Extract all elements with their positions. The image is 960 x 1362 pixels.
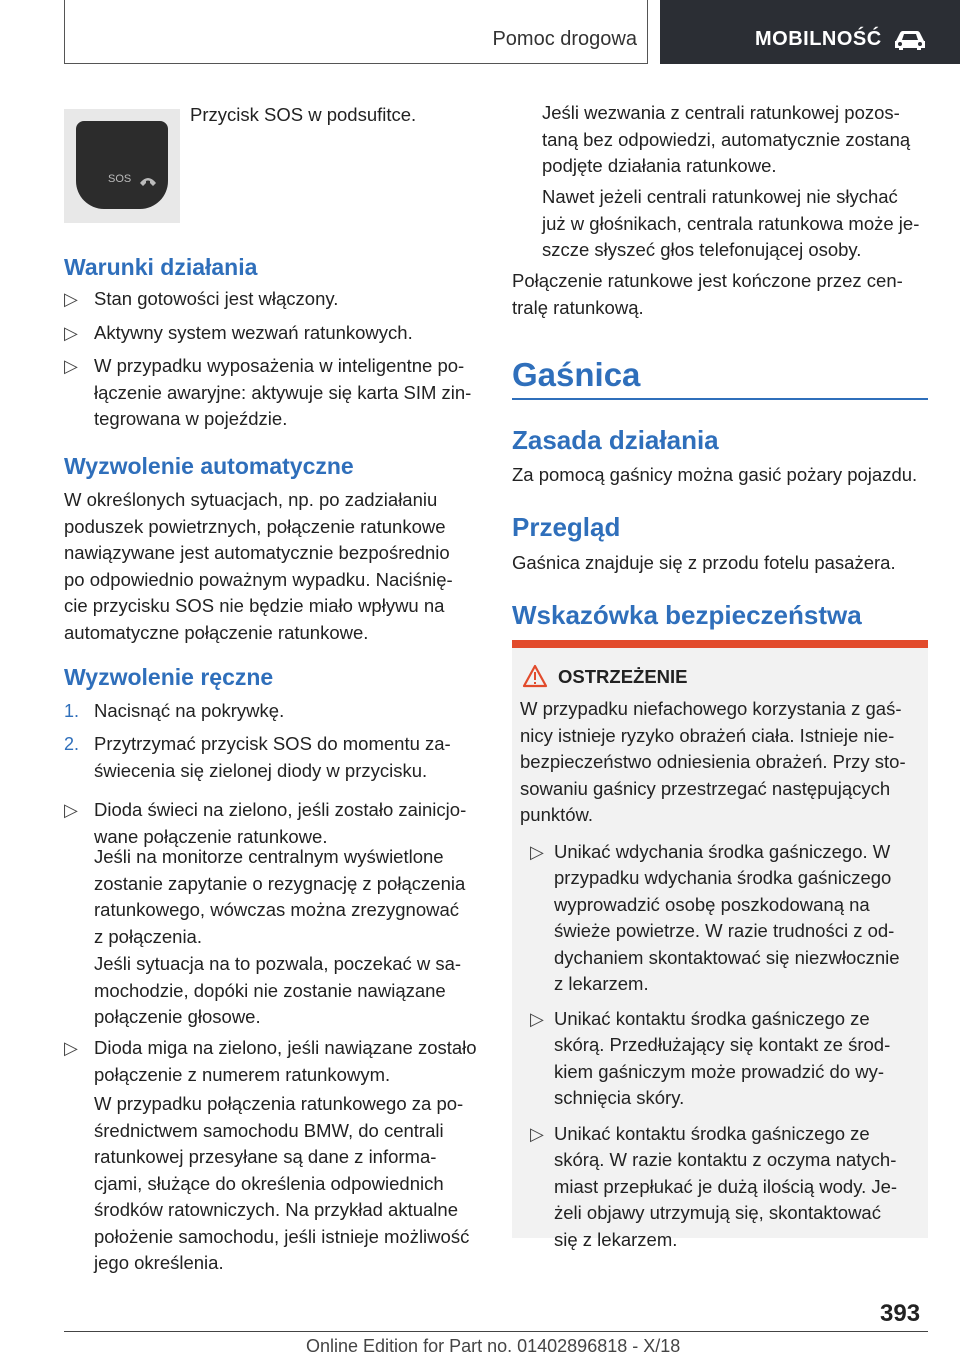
list-item — [64, 797, 480, 850]
sub-paragraph: Jeśli na monitorze centralnym wyświetlone zostanie zapytanie o rezygnację z połączenia ratunkowego, wówczas można zrezygnować z połączenia. — [94, 846, 466, 947]
header-section-box — [64, 0, 648, 64]
overview-text: Gaśnica znajduje się z przodu fotelu pasażera. — [512, 552, 896, 573]
chapter-tab[interactable] — [660, 0, 960, 64]
list-item-text: Dioda świeci na zielono, jeśli zostało zainicjo- wane połączenie ratunkowe. — [94, 799, 467, 847]
page-number: 393 — [880, 1300, 921, 1327]
sos-button-image — [64, 109, 180, 223]
warning-triangle-icon — [522, 664, 548, 688]
warning-accent-bar — [512, 640, 928, 648]
sos-button — [76, 121, 168, 209]
warning-box — [512, 640, 928, 1250]
bullet-icon: ▷ — [530, 1123, 544, 1144]
phone-icon — [138, 173, 158, 189]
footer-rule — [64, 1331, 928, 1332]
step-text: Nacisnąć na pokrywkę. — [94, 700, 285, 721]
bullet-icon: ▷ — [530, 1008, 544, 1029]
heading-auto: Wyzwolenie automatyczne — [64, 453, 354, 479]
heading-rule — [512, 398, 928, 400]
bullet-icon: ▷ — [64, 289, 78, 309]
warning-title: OSTRZEŻENIE — [558, 666, 688, 687]
chapter-title: MOBILNOŚĆ — [755, 28, 882, 50]
bullet-icon: ▷ — [64, 356, 78, 376]
warning-item-text: Unikać kontaktu środka gaśniczego ze skórą. W razie kontaktu z oczyma natych- miast przepłukać je dużą ilością wody. Je- żeli objawy utrzymują się, skontaktować się z lekarzem. — [554, 1122, 898, 1250]
bullet-icon: ▷ — [530, 841, 544, 862]
sub-paragraph: Jeśli sytuacja na to pozwala, poczekać w sa- mochodzie, dopóki nie zostanie nawiązane połączenie głosowe. — [94, 953, 462, 1027]
list-item-text: Stan gotowości jest włączony. — [94, 288, 339, 309]
list-item-text: Dioda miga na zielono, jeśli nawiązane zostało połączenie z numerem ratunkowym. — [94, 1037, 477, 1085]
heading-principle: Zasada działania — [512, 425, 719, 455]
list-item-text: W przypadku wyposażenia w inteligentne po- łączenie awaryjne: aktywuje się karta SIM zin- tegrowana w pojeździe. — [94, 355, 472, 429]
heading-extinguisher: Gaśnica — [512, 356, 641, 393]
sos-label: SOS — [108, 173, 132, 185]
warning-list-item — [520, 1006, 916, 1116]
warning-body — [520, 696, 916, 1250]
heading-safety: Wskazówka bezpieczeństwa — [512, 600, 862, 630]
list-item — [64, 353, 480, 433]
list-item — [64, 286, 480, 313]
warning-item-text: Unikać wdychania środka gaśniczego. W przypadku wdychania środka gaśniczego wyprowadzić osobę poszkodowaną na świeże powietrze. W razie trudności z od- dychaniem skontaktować się niezwłocznie z lekarzem. — [554, 840, 900, 994]
car-icon — [892, 29, 928, 51]
sub-paragraph: W przypadku połączenia ratunkowego za po- średnictwem samochodu BMW, do centrali ratunkowej przesyłane są dane z informa- cjami, służące do określenia odpowiednich środków ratowniczych. Na przykład aktualne położenie samochodu, jeśli istnieje możliwość jego określenia. — [94, 1093, 470, 1273]
end-call-text: Połączenie ratunkowe jest kończone przez cen- tralę ratunkową. — [512, 270, 903, 318]
warning-list-item — [520, 1121, 916, 1250]
heading-overview: Przegląd — [512, 512, 621, 542]
step-number: 1. — [64, 701, 80, 721]
image-caption: Przycisk SOS w podsufitce. — [190, 104, 417, 125]
list-item — [64, 320, 480, 347]
footer-edition: Online Edition for Part no. 01402896818 - X/18 — [306, 1336, 681, 1356]
list-item-text: Aktywny system wezwań ratunkowych. — [94, 322, 413, 343]
heading-manual: Wyzwolenie ręczne — [64, 664, 274, 690]
continuation-paragraph: Nawet jeżeli centrali ratunkowej nie słychać już w głośnikach, centrala ratunkowa może je- szcze słyszeć głos telefonującej osoby. — [542, 186, 920, 260]
step-item — [64, 698, 480, 725]
bullet-icon: ▷ — [64, 323, 78, 343]
section-title: Pomoc drogowa — [492, 28, 637, 50]
continuation-paragraph: Jeśli wezwania z centrali ratunkowej pozos- taną bez odpowiedzi, automatycznie zostaną podjęte działania ratunkowe. — [542, 102, 911, 176]
heading-conditions: Warunki działania — [64, 254, 258, 280]
bullet-icon: ▷ — [64, 800, 78, 820]
auto-text: W określonych sytuacjach, np. po zadziałaniu poduszek powietrznych, połączenie ratunkowe nawiązywane jest automatycznie bezpośrednio po odpowiednio poważnym wypadku. Naciśnię- cie przycisku SOS nie będzie miało wpływu na automatyczne połączenie ratunkowe. — [64, 489, 453, 643]
principle-text: Za pomocą gaśnicy można gasić pożary pojazdu. — [512, 464, 918, 485]
bullet-icon: ▷ — [64, 1038, 78, 1058]
step-text: Przytrzymać przycisk SOS do momentu za- świecenia się zielonej diody w przycisku. — [94, 733, 451, 781]
list-item — [64, 1035, 480, 1088]
warning-list-item — [520, 839, 916, 1001]
warning-text: W przypadku niefachowego korzystania z gaś- nicy istnieje ryzyko obrażeń ciała. Istnieje nie- bezpieczeństwo odniesienia obrażeń. Przy sto- sowaniu gaśnicy przestrzegać następujących punktów. — [520, 698, 906, 825]
step-number: 2. — [64, 734, 80, 754]
step-item — [64, 731, 480, 784]
warning-item-text: Unikać kontaktu środka gaśniczego ze skórą. Przedłużający się kontakt ze środ- kiem gaśniczym może prowadzić do wy- schnięcia skóry. — [554, 1007, 891, 1108]
